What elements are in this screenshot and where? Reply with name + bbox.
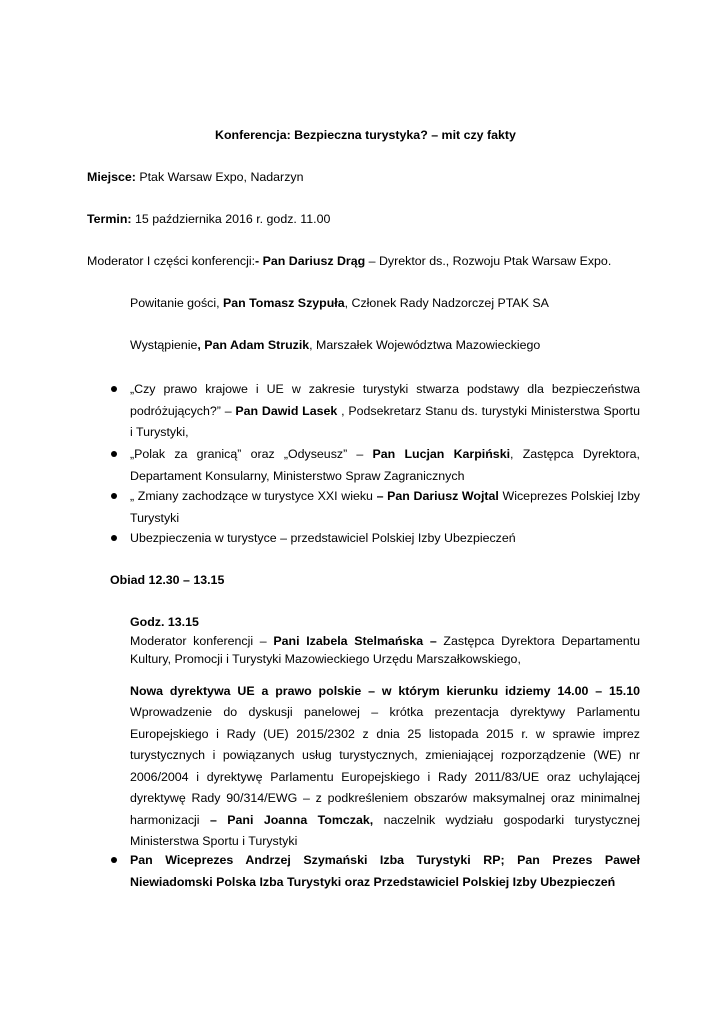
bullet-4-text: Ubezpieczenia w turystyce – przedstawiciel Polskiej Izby Ubezpieczeń: [130, 531, 516, 545]
speech-prefix: Wystąpienie: [130, 338, 198, 352]
bullet-icon: [111, 451, 117, 457]
final-bullet-text: Pan Wiceprezes Andrzej Szymański Izba Turystyki RP; Pan Prezes Paweł Niewiadomski Polska Izba Turystyki oraz Przedstawiciel Polskiej Izby Ubezpieczeń: [130, 853, 640, 889]
panel-heading: Nowa dyrektywa UE a prawo polskie – w którym kierunku idziemy 14.00 – 15.10: [130, 684, 640, 698]
moderator2-suffix: Zastępca Dyrektora Departamentu Kultury, Promocji i Turystyki Mazowieckiego Urzędu Marszałkowskiego,: [130, 634, 640, 666]
panel-text: Wprowadzenie do dyskusji panelowej – krótka prezentacja dyrektywy Parlamentu Europejskiego i Rady (UE) 2015/2302 z dnia 25 listopada 2015 r. w sprawie imprez turystycznych i powiązanych usług turystycznych, zmieniającej rozporządzenie (WE) nr 2006/2004 i dyrektywę Parlamentu Europejskiego i Rady 2011/83/UE oraz uchylającej dyrektywę Rady 90/314/EWG – z podkreśleniem obszarów maksymalnej oraz minimalnej harmonizacji: [130, 705, 640, 827]
bullet-2-suffix: , Zastępca Dyrektora, Departament Konsularny, Ministerstwo Spraw Zagranicznych: [130, 447, 641, 483]
list-item: [130, 444, 640, 487]
moderator1-prefix: Moderator I części konferencji:: [87, 254, 256, 268]
moderator1-suffix: – Dyrektor ds., Rozwoju Ptak Warsaw Expo.: [365, 254, 612, 268]
list-item: [130, 379, 640, 444]
bullet-2-name: Pan Lucjan Karpiński: [372, 447, 511, 461]
bullet-3-name: – Pan Dariusz Wojtal: [376, 489, 499, 503]
moderator1-name: - Pan Dariusz Drąg: [255, 254, 366, 268]
place-line: [87, 169, 303, 185]
page-title: Konferencja: Bezpieczna turystyka? – mit czy fakty: [215, 128, 516, 142]
bullet-1-name: Pan Dawid Lasek: [235, 403, 338, 418]
speech-suffix: , Marszałek Województwa Mazowieckiego: [309, 338, 541, 352]
bullet-icon: [111, 535, 117, 541]
bullet-2-text: „Polak za granicą” oraz „Odyseusz” –: [130, 447, 373, 461]
panel-suffix: naczelnik wydziału gospodarki turystycznej Ministerstwa Sportu i Turystyki: [130, 812, 640, 848]
bullet-3-suffix: Wiceprezes Polskiej Izby Turystyki: [130, 489, 640, 525]
list-item: [130, 528, 640, 550]
bullet-1-suffix: , Podsekretarz Stanu ds. turystyki Ministerstwa Sportu i Turystyki,: [130, 403, 640, 439]
date-line: [87, 211, 330, 227]
bullet-3-text: „ Zmiany zachodzące w turystyce XXI wieku: [130, 489, 377, 503]
moderator1-line: [87, 253, 611, 269]
list-item: [130, 486, 640, 529]
moderator2-paragraph: [130, 632, 640, 668]
welcome-prefix: Powitanie gości,: [130, 296, 223, 310]
hour-line: Godz. 13.15: [130, 615, 199, 629]
date-label: Termin:: [87, 212, 132, 226]
bullet-icon: [111, 493, 117, 499]
panel-name: – Pani Joanna Tomczak,: [209, 812, 374, 827]
bullet-icon: [111, 857, 117, 863]
date-value: 15 października 2016 r. godz. 11.00: [131, 212, 331, 226]
panel-paragraph: [130, 702, 640, 853]
welcome-suffix: , Członek Rady Nadzorczej PTAK SA: [344, 296, 549, 310]
lunch-line: Obiad 12.30 – 13.15: [110, 573, 225, 587]
welcome-name: Pan Tomasz Szypuła: [222, 296, 345, 310]
place-value: Ptak Warsaw Expo, Nadarzyn: [135, 170, 304, 184]
speech-line: [130, 337, 540, 353]
place-label: Miejsce:: [87, 170, 136, 184]
welcome-line: [130, 295, 549, 311]
moderator2-prefix: Moderator konferencji –: [130, 634, 274, 648]
bullet-icon: [111, 386, 117, 392]
bullet-1-text: „Czy prawo krajowe i UE w zakresie turystyki stwarza podstawy dla bezpieczeństwa podróżujących?” –: [130, 382, 640, 418]
speech-name: , Pan Adam Struzik: [197, 338, 310, 352]
moderator2-name: Pani Izabela Stelmańska –: [273, 634, 437, 648]
